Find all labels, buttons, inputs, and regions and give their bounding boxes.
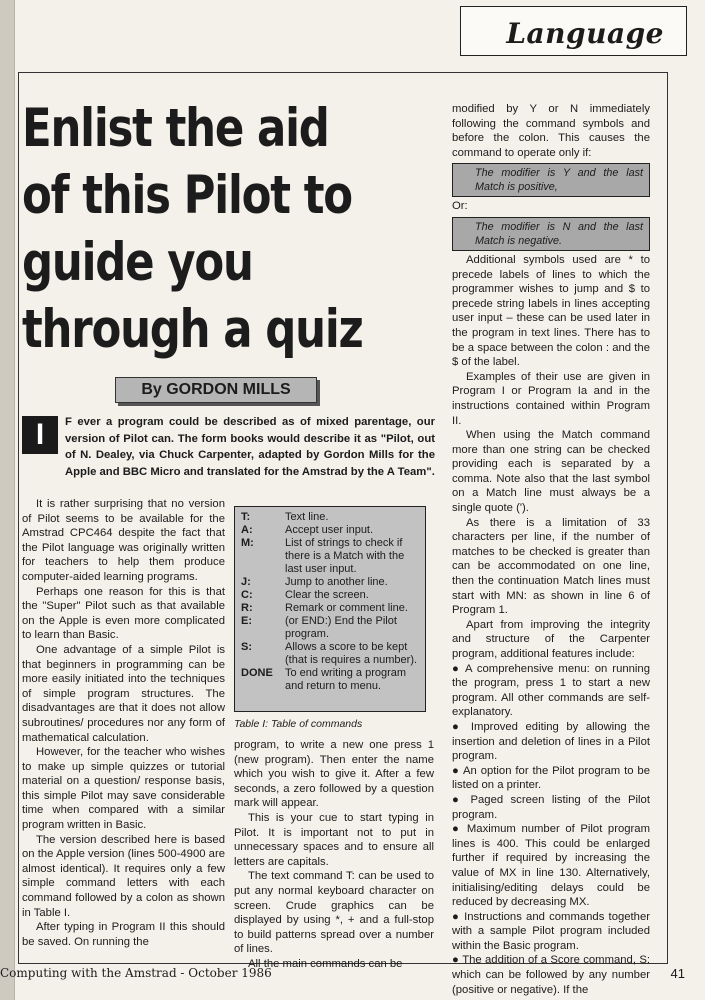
command-desc: List of strings to check if there is a Match with the last user input. xyxy=(285,537,405,575)
feature-bullet xyxy=(452,822,650,910)
feature-bullet xyxy=(452,662,650,720)
body-paragraph: All the main commands can be xyxy=(248,957,403,970)
body-paragraph: Perhaps one reason for this is that the "Super" Pilot such as that available on the Apple is even more complicated to learn than Basic. xyxy=(22,585,225,642)
command-row xyxy=(241,602,425,615)
command-desc: Accept user input. xyxy=(285,524,374,536)
drop-cap: I xyxy=(22,416,58,454)
command-table xyxy=(234,506,426,712)
body-paragraph: One advantage of a simple Pilot is that beginners in programming can be more easily initiated into the techniques of simple program structures. The disadvantages are that it does not allow subroutines/ procedures nor any form of mathematical calculation. xyxy=(22,643,225,744)
body-paragraph: The text command T: can be used to put any normal keyboard character on screen. Crude graphics can be displayed by using *, + and a full-stop to build patterns spread over a number of lines. xyxy=(234,870,434,956)
command-desc: To end writing a program and return to menu. xyxy=(285,667,407,692)
command-row xyxy=(241,641,425,667)
byline: By GORDON MILLS xyxy=(141,381,291,398)
byline-box xyxy=(115,377,317,403)
body-paragraph: Apart from improving the integrity and structure of the Carpenter program, additional features include: xyxy=(452,618,650,660)
command-key: T: xyxy=(241,511,251,523)
section-tag xyxy=(460,6,687,56)
command-key: J: xyxy=(241,576,251,588)
modifier-box: The modifier is N and the last Match is negative. xyxy=(452,217,650,251)
command-row xyxy=(241,511,425,524)
command-key: S: xyxy=(241,641,252,653)
body-paragraph: It is rather surprising that no version of Pilot seems to be available for the Amstrad CPC464 despite the fact that the Pilot language was originally written for teachers to help them produce computer-aided learning programs. xyxy=(22,498,225,583)
command-row xyxy=(241,615,425,641)
bullet-text: Maximum number of Pilot program lines is 400. This could be enlarged further if required by increasing the value of MX in line 130. Alternatively, initialising/editing delays could be reduced by decreasing MX. xyxy=(452,823,650,909)
section-label: Language xyxy=(506,17,664,50)
command-key: C: xyxy=(241,589,253,601)
body-paragraph: program, to write a new one press 1 (new program). Then enter the name which you wish to give it. After a few seconds, a zero followed by a question mark will appear. xyxy=(234,739,434,810)
feature-bullet xyxy=(452,720,650,764)
command-key: DONE xyxy=(241,667,273,679)
command-desc: Remark or comment line. xyxy=(285,602,408,614)
or-label: Or: xyxy=(452,200,468,213)
column-2 xyxy=(234,738,434,972)
bullet-text: The addition of a Score command, S: which can be followed by any number (positive or negative). If the xyxy=(452,954,651,996)
bullet-icon: ● xyxy=(452,764,463,777)
command-desc: (or END:) End the Pilot program. xyxy=(285,615,397,640)
body-paragraph: Additional symbols used are * to precede labels of lines to which the programmer wishes to jump and $ to precede string labels in lines accepting user input – these can be used later in the program in text lines. There has to be a space between the colon : and the $ of the label. xyxy=(452,253,650,369)
feature-bullet xyxy=(452,910,650,954)
body-paragraph: When using the Match command more than one string can be checked providing each is separated by a comma. Note also that the last symbol on a Match line must always be a single quote ('). xyxy=(452,429,650,515)
command-desc: Clear the screen. xyxy=(285,589,369,601)
modifier-box: The modifier is Y and the last Match is positive, xyxy=(452,163,650,197)
intro-paragraph: F ever a program could be described as of mixed parentage, our version of Pilot can. The form books would describe it as "Pilot, out of N. Dealey, via Chuck Carpenter, adapted by Gordon Mills for the Apple and BBC Micro and translated for the Amstrad by the A Team". xyxy=(65,416,435,478)
column-1 xyxy=(22,497,225,949)
bullet-text: Improved editing by allowing the insertion and deletion of lines in a Pilot program. xyxy=(452,720,650,763)
feature-bullet xyxy=(452,793,650,822)
bullet-icon: ● xyxy=(452,793,471,806)
column-3 xyxy=(452,102,650,997)
command-row xyxy=(241,589,425,602)
command-desc: Jump to another line. xyxy=(285,576,388,588)
bullet-text: Instructions and commands together with a sample Pilot program included within the Basic program. xyxy=(452,910,651,952)
bullet-text: An option for the Pilot program to be listed on a printer. xyxy=(452,764,650,792)
body-paragraph: The version described here is based on the Apple version (lines 500-4900 are almost identical). It requires only a few simple command letters with each command followed by a colon as shown in Table I. xyxy=(22,833,225,919)
bullet-text: Paged screen listing of the Pilot program. xyxy=(452,793,650,821)
body-paragraph: This is your cue to start typing in Pilot. It is important not to put in unnecessary spaces and to ensure all letters are capitals. xyxy=(234,811,434,868)
body-paragraph: modified by Y or N immediately following the command symbols and before the colon. This causes the command to operate only if: xyxy=(452,103,650,159)
command-desc: Text line. xyxy=(285,511,329,523)
bullet-icon: ● xyxy=(452,720,471,733)
bullet-text: A comprehensive menu: on running the program, press 1 to start a new program. All other commands are self-explanatory. xyxy=(452,662,650,719)
feature-bullet xyxy=(452,953,650,997)
bullet-icon: ● xyxy=(452,823,467,836)
bullet-icon: ● xyxy=(452,910,465,923)
body-paragraph: After typing in Program II this should be saved. On running the xyxy=(22,921,225,948)
command-key: E: xyxy=(241,615,252,627)
command-row xyxy=(241,524,425,537)
table-caption: Table I: Table of commands xyxy=(234,718,363,730)
command-row xyxy=(241,576,425,589)
page-binding-edge xyxy=(0,0,15,1000)
command-key: A: xyxy=(241,524,253,536)
command-key: M: xyxy=(241,537,254,549)
command-row xyxy=(241,667,425,693)
headline: Enlist the aid of this Pilot to guide you through a quiz xyxy=(22,98,363,360)
feature-bullet xyxy=(452,764,650,793)
footer-publication: Computing with the Amstrad - October 1986 xyxy=(0,966,272,980)
body-paragraph: Examples of their use are given in Program I or Program Ia and in the instructions contained within Program II. xyxy=(452,370,650,427)
body-paragraph: However, for the teacher who wishes to make up simple quizzes or tutorial material on a question/ response basis, this simple Pilot may save considerable time when compared with a similar program written in Basic. xyxy=(22,746,225,832)
command-desc: Allows a score to be kept (that is requires a number). xyxy=(285,641,418,666)
bullet-icon: ● xyxy=(452,954,463,967)
body-paragraph: As there is a limitation of 33 characters per line, if the number of matches to be checked is greater than can be accommodated on one line, then the continuation Match lines must start with MN: as shown in line 6 of Program 1. xyxy=(452,516,650,617)
page-number: 41 xyxy=(670,966,685,981)
command-key: R: xyxy=(241,602,253,614)
command-row xyxy=(241,537,425,576)
bullet-icon: ● xyxy=(452,662,465,675)
